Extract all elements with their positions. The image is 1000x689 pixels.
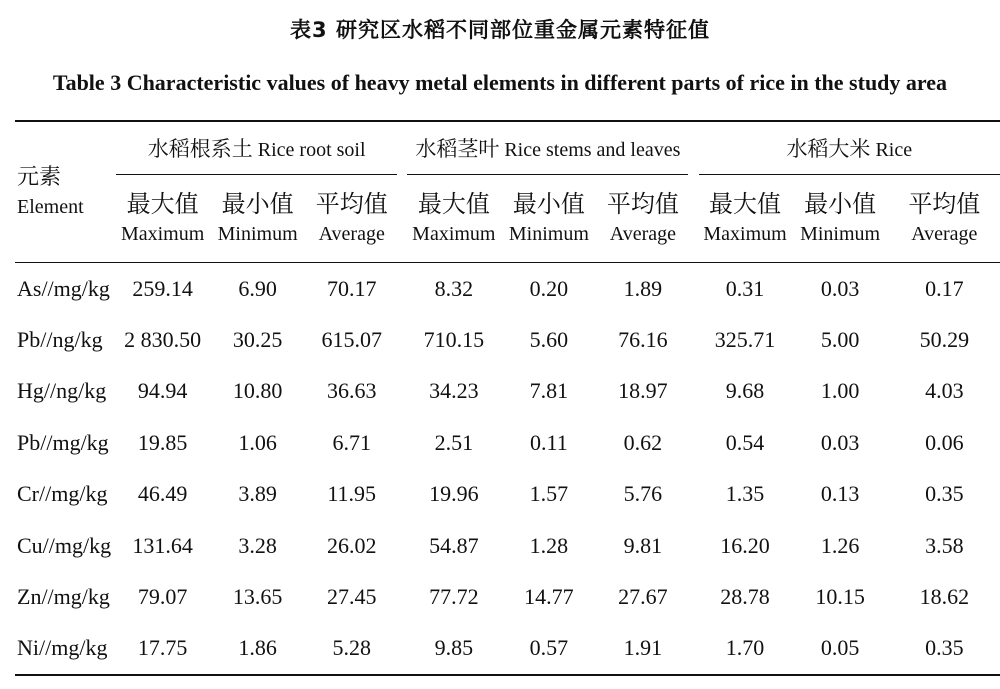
element-cell: As//mg/kg (15, 263, 116, 315)
value-cell: 3.89 (238, 481, 277, 507)
value-cell: 0.57 (500, 623, 597, 675)
value-cell: 14.77 (524, 584, 574, 610)
value-cell: 0.03 (820, 429, 860, 455)
data-table (15, 120, 1000, 676)
table-row (15, 263, 1000, 315)
value-cell: 1.00 (820, 378, 860, 404)
value-cell: 16.20 (720, 532, 770, 558)
table-row (15, 366, 1000, 417)
value-cell: 7.81 (529, 378, 569, 404)
column-gap (688, 469, 698, 520)
value-cell: 3.28 (238, 532, 277, 558)
value-cell: 2.51 (434, 429, 474, 455)
value-cell: 4.03 (925, 378, 964, 404)
stat-header-avg: 平均值 Average (908, 189, 981, 245)
element-cell: Hg//ng/kg (17, 378, 107, 404)
value-cell: 1.06 (238, 429, 277, 455)
table-row (15, 520, 1000, 571)
value-cell: 0.17 (889, 263, 1000, 315)
value-cell: 0.35 (889, 623, 1000, 675)
column-gap (688, 571, 698, 622)
table-row (15, 469, 1000, 520)
value-cell: 9.68 (725, 378, 765, 404)
element-cell: Ni//mg/kg (15, 623, 116, 675)
value-cell: 10.15 (815, 584, 865, 610)
table-caption-en: Table 3 Characteristic values of heavy metal elements in different parts of rice in the study area (52, 70, 948, 95)
value-cell: 0.03 (792, 263, 889, 315)
column-gap (688, 314, 698, 365)
value-cell: 5.76 (623, 481, 663, 507)
stat-header-min: 最小值 Minimum (217, 189, 298, 245)
stat-header-avg: 平均值 Average (606, 189, 679, 245)
column-gap (397, 469, 407, 520)
value-cell: 70.17 (306, 263, 397, 315)
value-cell: 50.29 (919, 327, 970, 353)
value-cell: 1.89 (597, 263, 688, 315)
element-cell: Cr//mg/kg (17, 481, 108, 507)
value-cell: 19.96 (429, 481, 479, 507)
value-cell: 94.94 (137, 378, 188, 404)
element-header: 元素 Element (15, 121, 116, 263)
column-gap (688, 623, 698, 675)
value-cell: 0.20 (500, 263, 597, 315)
value-cell: 54.87 (429, 532, 479, 558)
element-cell: Zn//mg/kg (17, 584, 110, 610)
column-gap (397, 417, 407, 468)
group-header-rice: 水稻大米 Rice (699, 121, 1000, 175)
group-header-root-soil: 水稻根系土 Rice root soil (116, 121, 397, 175)
column-gap (397, 366, 407, 417)
stat-header-max: 最大值 Maximum (412, 189, 496, 245)
element-cell: Pb//ng/kg (17, 327, 103, 353)
value-cell: 18.97 (618, 378, 668, 404)
value-cell: 0.11 (530, 429, 568, 455)
value-cell: 615.07 (321, 327, 382, 353)
value-cell: 27.45 (326, 584, 377, 610)
value-cell: 0.06 (925, 429, 964, 455)
value-cell: 6.90 (209, 263, 306, 315)
table-row (15, 417, 1000, 468)
group-header-stems-leaves: 水稻茎叶 Rice stems and leaves (407, 121, 688, 175)
table-row (15, 571, 1000, 622)
column-gap (397, 520, 407, 571)
value-cell: 710.15 (423, 327, 485, 353)
value-cell: 1.26 (820, 532, 860, 558)
value-cell: 30.25 (232, 327, 283, 353)
stat-header-min: 最小值 Minimum (800, 189, 881, 245)
value-cell: 1.28 (529, 532, 569, 558)
value-cell: 1.57 (529, 481, 569, 507)
value-cell: 18.62 (919, 584, 970, 610)
column-gap (397, 263, 407, 315)
value-cell: 13.65 (232, 584, 283, 610)
column-gap (397, 623, 407, 675)
value-cell: 8.32 (407, 263, 500, 315)
value-cell: 10.80 (232, 378, 283, 404)
value-cell: 5.00 (820, 327, 860, 353)
value-cell: 36.63 (326, 378, 377, 404)
value-cell: 28.78 (720, 584, 770, 610)
value-cell: 9.85 (407, 623, 500, 675)
stat-header-avg: 平均值 Average (315, 189, 388, 245)
column-gap (688, 520, 698, 571)
value-cell: 6.71 (332, 429, 371, 455)
value-cell: 76.16 (618, 327, 668, 353)
table-caption-cn: 表3 研究区水稻不同部位重金属元素特征值 (290, 18, 710, 42)
value-cell: 0.54 (725, 429, 765, 455)
value-cell: 0.13 (820, 481, 860, 507)
value-cell: 259.14 (116, 263, 209, 315)
value-cell: 0.62 (623, 429, 663, 455)
table-row (15, 314, 1000, 365)
value-cell: 5.28 (306, 623, 397, 675)
column-gap (688, 263, 698, 315)
value-cell: 34.23 (429, 378, 479, 404)
value-cell: 1.70 (699, 623, 792, 675)
value-cell: 5.60 (529, 327, 569, 353)
column-gap (397, 571, 407, 622)
value-cell: 3.58 (925, 532, 964, 558)
stat-header-max: 最大值 Maximum (703, 189, 787, 245)
value-cell: 77.72 (429, 584, 479, 610)
value-cell: 1.35 (725, 481, 765, 507)
value-cell: 19.85 (137, 429, 188, 455)
value-cell: 26.02 (326, 532, 377, 558)
value-cell: 79.07 (137, 584, 188, 610)
stat-header-min: 最小值 Minimum (508, 189, 589, 245)
value-cell: 325.71 (714, 327, 776, 353)
table-row (15, 623, 1000, 675)
stat-header-max: 最大值 Maximum (120, 189, 205, 245)
value-cell: 0.05 (792, 623, 889, 675)
value-cell: 0.35 (925, 481, 964, 507)
value-cell: 9.81 (623, 532, 663, 558)
column-gap (397, 314, 407, 365)
element-cell: Cu//mg/kg (17, 532, 112, 558)
column-gap (688, 366, 698, 417)
value-cell: 11.95 (327, 481, 377, 507)
value-cell: 17.75 (116, 623, 209, 675)
value-cell: 1.86 (209, 623, 306, 675)
value-cell: 0.31 (699, 263, 792, 315)
value-cell: 27.67 (618, 584, 668, 610)
element-cell: Pb//mg/kg (17, 429, 109, 455)
value-cell: 1.91 (597, 623, 688, 675)
value-cell: 131.64 (132, 532, 193, 558)
value-cell: 2 830.50 (124, 327, 202, 353)
column-gap (688, 417, 698, 468)
value-cell: 46.49 (137, 481, 188, 507)
